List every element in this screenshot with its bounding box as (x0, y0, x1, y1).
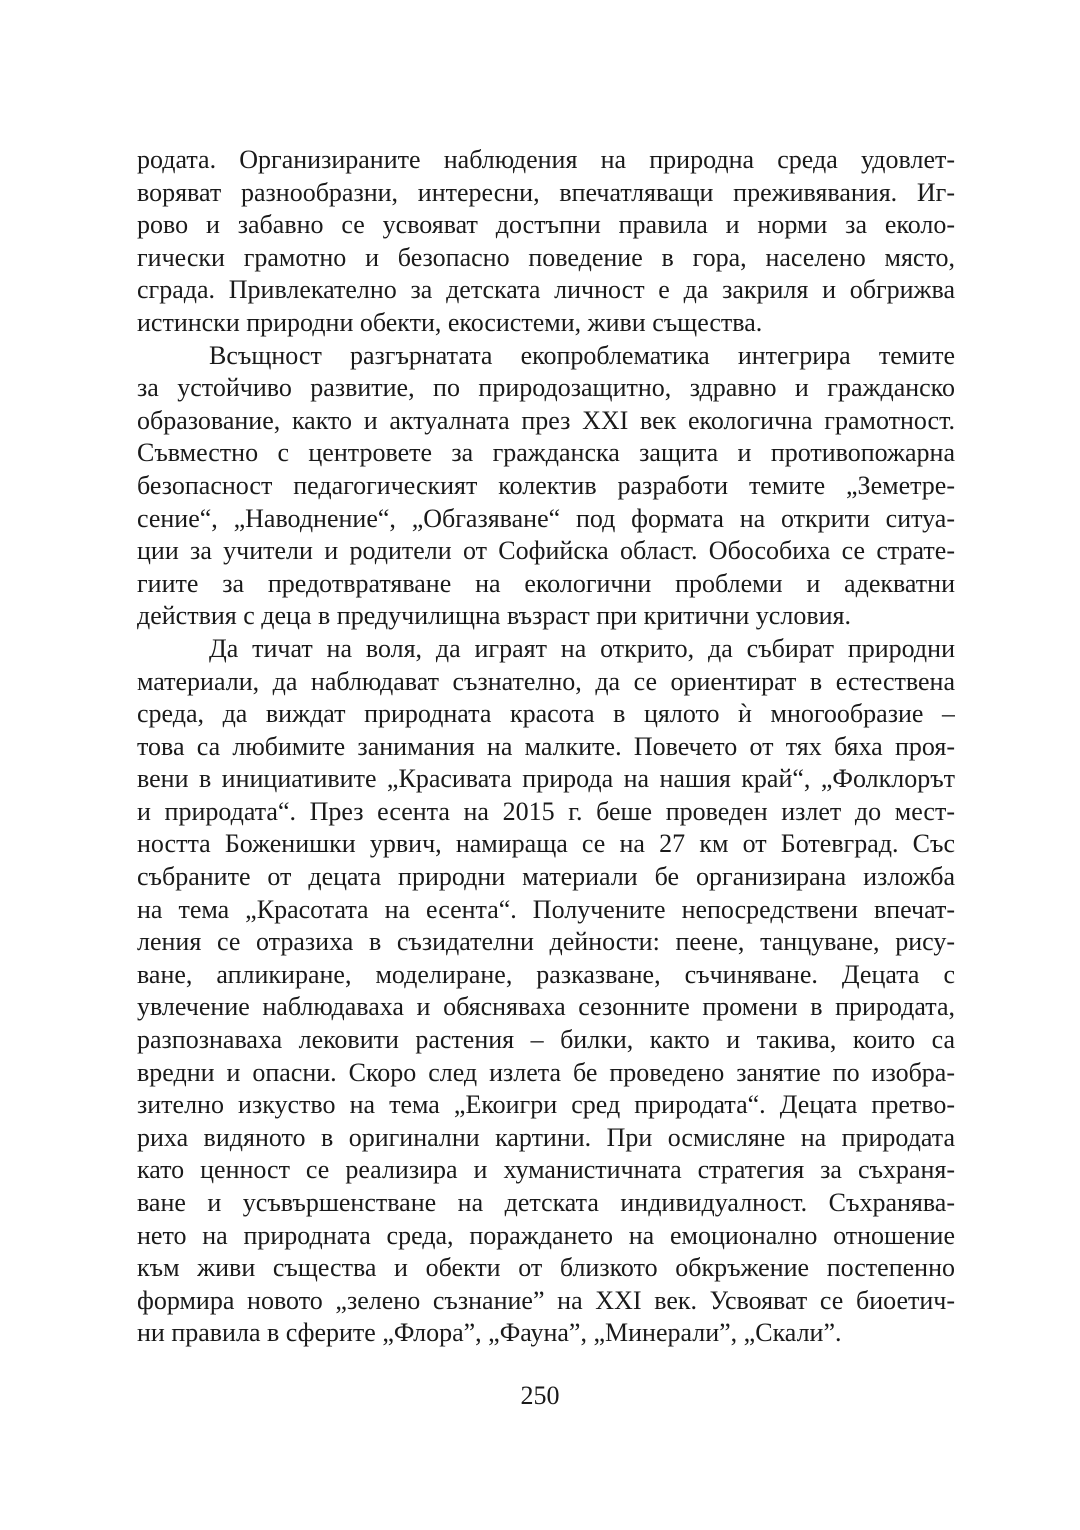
text-line: това са любимите занимания на малките. Повечето от тях бяха проя- (137, 731, 955, 761)
text-line: рово и забавно се усвояват достъпни правила и норми за еколо- (137, 210, 955, 240)
text-line: увлечение наблюдаваха и обясняваха сезонните промени в природата, (137, 992, 955, 1022)
text-line: формира новото „зелено съзнание” на XXI век. Усвояват се биоетич- (137, 1285, 955, 1315)
text-line: сение“, „Наводнение“, „Обгазяване“ под формата на открити ситуа- (137, 503, 955, 533)
text-line: за устойчиво развитие, по природозащитно, здравно и гражданско (137, 373, 955, 403)
text-line: материали, да наблюдават съзнателно, да се ориентират в естествена (137, 666, 955, 696)
text-line: воряват разнообразни, интересни, впечатляващи преживявания. Иг- (137, 177, 955, 207)
page-number: 250 (520, 1381, 560, 1410)
text-line: риха видяното в оригинални картини. При осмисляне на природата (137, 1122, 955, 1152)
text-line: безопасност педагогическият колектив разработи темите „Земетре- (137, 470, 955, 500)
text-line: Съвместно с центровете за гражданска защита и противопожарна (137, 438, 955, 468)
text-line: като ценност се реализира и хуманистичната стратегия за съхраня- (137, 1155, 955, 1185)
text-line: ции за учители и родители от Софийска област. Обособиха се страте- (137, 536, 955, 566)
text-line: вредни и опасни. Скоро след излета бе проведено занятие по изобра- (137, 1057, 955, 1087)
text-line: гически грамотно и безопасно поведение в гора, населено място, (137, 242, 955, 272)
text-line: на тема „Красотата на есента“. Получените непосредствени впечат- (137, 894, 955, 924)
text-line: сграда. Привлекателно за детската личност е да закриля и обгрижва (137, 275, 955, 305)
text-line: родата. Организираните наблюдения на природна среда удовлет- (137, 145, 955, 174)
text-line: ления се отразиха в съзидателни дейности: пеене, танцуване, рису- (137, 927, 955, 957)
text-line: образование, както и актуалната през XXI век екологична грамотност. (137, 405, 955, 435)
text-line: нето на природната среда, пораждането на емоционално отношение (137, 1220, 955, 1250)
text-line: събраните от децата природни материали бе организирана изложба (137, 862, 955, 892)
text-line: гиите за предотвратяване на екологични проблеми и адекватни (137, 568, 955, 598)
text-line: зително изкуство на тема „Екоигри сред природата“. Децата претво- (137, 1090, 955, 1120)
text-line: истински природни обекти, екосистеми, живи същества. (137, 307, 763, 337)
text-line: и природата“. През есента на 2015 г. беше проведен излет до мест- (137, 796, 955, 826)
text-line: вени в инициативите „Красивата природа на нашия край“, „Фолклорът (137, 764, 955, 794)
text-line: разпознаваха лековити растения – билки, както и такива, които са (137, 1025, 955, 1055)
text-line: към живи същества и обекти от близкото обкръжение постепенно (137, 1253, 955, 1283)
text-line: ване и усъвършенстване на детската индивидуалност. Съхранява- (137, 1188, 955, 1217)
body-text (137, 144, 955, 1350)
paragraph-start-line: Всъщност разгърнатата екопроблематика интегрира темите (209, 340, 955, 370)
text-line: действия с деца в предучилищна възраст при критични условия. (137, 601, 851, 631)
text-line: ността Боженишки урвич, намираща се на 27 км от Ботевград. Със (137, 829, 955, 859)
text-line: ване, апликиране, моделиране, разказване, съчиняване. Децата с (137, 959, 955, 989)
paragraph-start-line: Да тичат на воля, да играят на открито, да събират природни (209, 633, 955, 663)
text-line: ни правила в сферите „Флора”, „Фауна”, „Минерали”, „Скали”. (137, 1318, 842, 1348)
text-line: среда, да виждат природната красота в цялото ѝ многообразие – (137, 699, 955, 729)
